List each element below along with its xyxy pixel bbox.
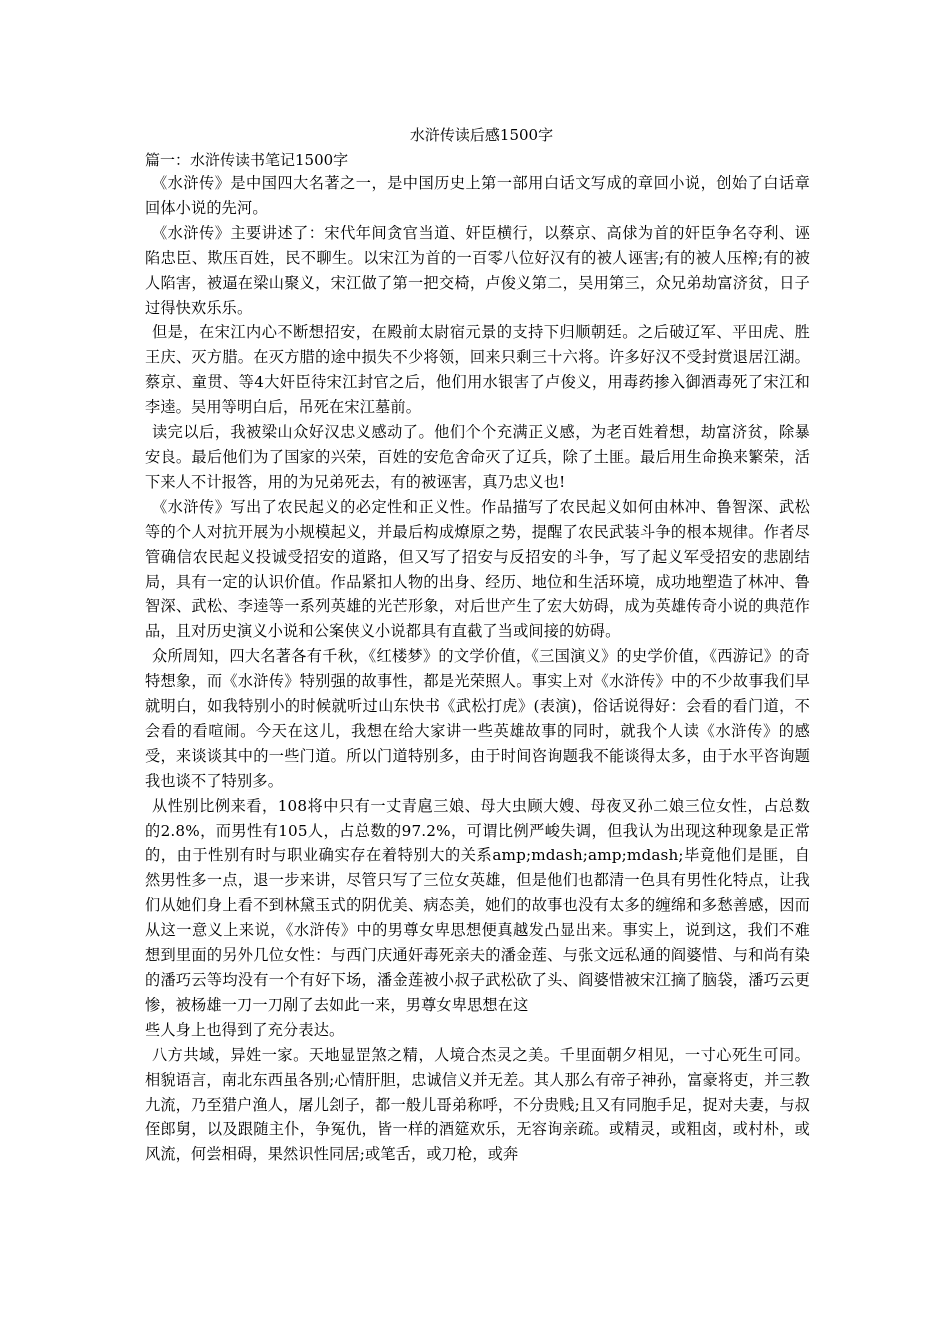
section-heading: 篇一：水浒传读书笔记1500字 <box>145 151 349 169</box>
document-page <box>145 125 810 1167</box>
paragraph-amnesty: 但是，在宋江内心不断想招安，在殿前太尉宿元景的支持下归顺朝廷。之后破辽军、平田虎、胜王庆、灭方腊。在灭方腊的途中损失不少将领，回来只剩三十六将。许多好汉不受封赏退居江湖。蔡京、童贯、等4大奸臣待宋江封官之后，他们用水银害了卢俊义，用毒药掺入御酒毒死了宋江和李逵。吴用等明白后，吊死在宋江墓前。 <box>145 323 810 417</box>
paragraph-intro: 《水浒传》是中国四大名著之一，是中国历史上第一部用白话文写成的章回小说，创始了白话章回体小说的先河。 <box>145 174 810 217</box>
paragraph-continuation: 些人身上也得到了充分表达。 <box>145 1020 345 1039</box>
paragraph-peasant-uprising: 《水浒传》写出了农民起义的必定性和正义性。作品描写了农民起义如何由林冲、鲁智深、武松等的个人对抗开展为小规模起义，并最后构成燎原之势，提醒了农民武装斗争的根本规律。作者尽管确信农民起义投诚受招安的道路，但又写了招安与反招安的斗争，写了起义军受招安的悲剧结局，具有一定的认识价值。作品紧扣人物的出身、经历、地位和生活环境，成功地塑造了林冲、鲁智深、武松、李逵等一系列英雄的光芒形象，对后世产生了宏大妨碍，成为英雄传奇小说的典范作品，且对历史演义小说和公案侠义小说都具有直截了当或间接的妨碍。 <box>145 497 810 641</box>
paragraph-reflection: 读完以后，我被梁山众好汉忠义感动了。他们个个充满正义感，为老百姓着想，劫富济贫，除暴安良。最后他们为了国家的兴荣，百姓的安危舍命灭了辽兵，除了土匪。最后用生命换来繁荣，活下来人不计报答，用的为兄弟死去，有的被诬害，真乃忠义也! <box>145 423 810 491</box>
document-title: 水浒传读后感1500字 <box>409 126 554 144</box>
paragraph-gender-ratio: 从性别比例来看，108将中只有一丈青扈三娘、母大虫顾大嫂、母夜叉孙二娘三位女性，占总数的2.8%，而男性有105人，占总数的97.2%，可谓比例严峻失调，但我认为出现这种现象是正常的，由于性别有时与职业确实存在着特别大的关系amp;mdash;amp;mdash;毕竟他们是匪，自然男性多一点，退一步来讲，尽管只写了三位女英雄，但是他们也都清一色具有男性化特点，让我们从她们身上看不到林黛玉式的阴优美、病态美，她们的故事也没有太多的缠绵和多愁善感，因而从这一意义上来说，《水浒传》中的男尊女卑思想便真越发凸显出来。事实上，说到这，我们不难想到里面的另外几位女性：与西门庆通奸毒死亲夫的潘金莲、与张文远私通的阎婆惜、与和尚有染的潘巧云等均没有一个有好下场，潘金莲被小叔子武松砍了头、阎婆惜被宋江摘了脑袋，潘巧云更惨，被杨雄一刀一刀剐了去如此一来，男尊女卑思想在这 <box>145 796 810 1014</box>
paragraph-plot-summary: 《水浒传》主要讲述了：宋代年间贪官当道、奸臣横行，以蔡京、高俅为首的奸臣争名夺利、诬陷忠臣、欺压百姓，民不聊生。以宋江为首的一百零八位好汉有的被人诬害;有的被人压榨;有的被人陷害，被逼在梁山聚义，宋江做了第一把交椅，卢俊义第二，吴用第三，众兄弟劫富济贫，日子过得快欢乐乐。 <box>145 223 810 317</box>
paragraph-brotherhood: 八方共域，异姓一家。天地显罡煞之精，人境合杰灵之美。千里面朝夕相见，一寸心死生可同。相貌语言，南北东西虽各别;心情肝胆，忠诚信义并无差。其人那么有帝子神孙，富豪将吏，并三教九流，乃至猎户渔人，屠儿刽子，都一般儿哥弟称呼，不分贵贱;且又有同胞手足，捉对夫妻，与叔侄郎舅，以及跟随主仆，争冤仇，皆一样的酒筵欢乐，无容询亲疏。或精灵，或粗卤，或村朴，或风流，何尝相碍，果然识性同居;或笔舌，或刀枪，或奔 <box>145 1045 810 1164</box>
paragraph-four-classics: 众所周知，四大名著各有千秋，《红楼梦》的文学价值，《三国演义》的史学价值，《西游记》的奇特想象，而《水浒传》特别强的故事性，都是光荣照人。事实上对《水浒传》中的不少故事我们早就明白，如我特别小的时候就听过山东快书《武松打虎》(表演)，俗话说得好：会看的看门道，不会看的看喧闹。今天在这儿，我想在给大家讲一些英雄故事的同时，就我个人读《水浒传》的感受，来谈谈其中的一些门道。所以门道特别多，由于时间咨询题我不能谈得太多，由于水平咨询题我也谈不了特别多。 <box>145 647 810 790</box>
